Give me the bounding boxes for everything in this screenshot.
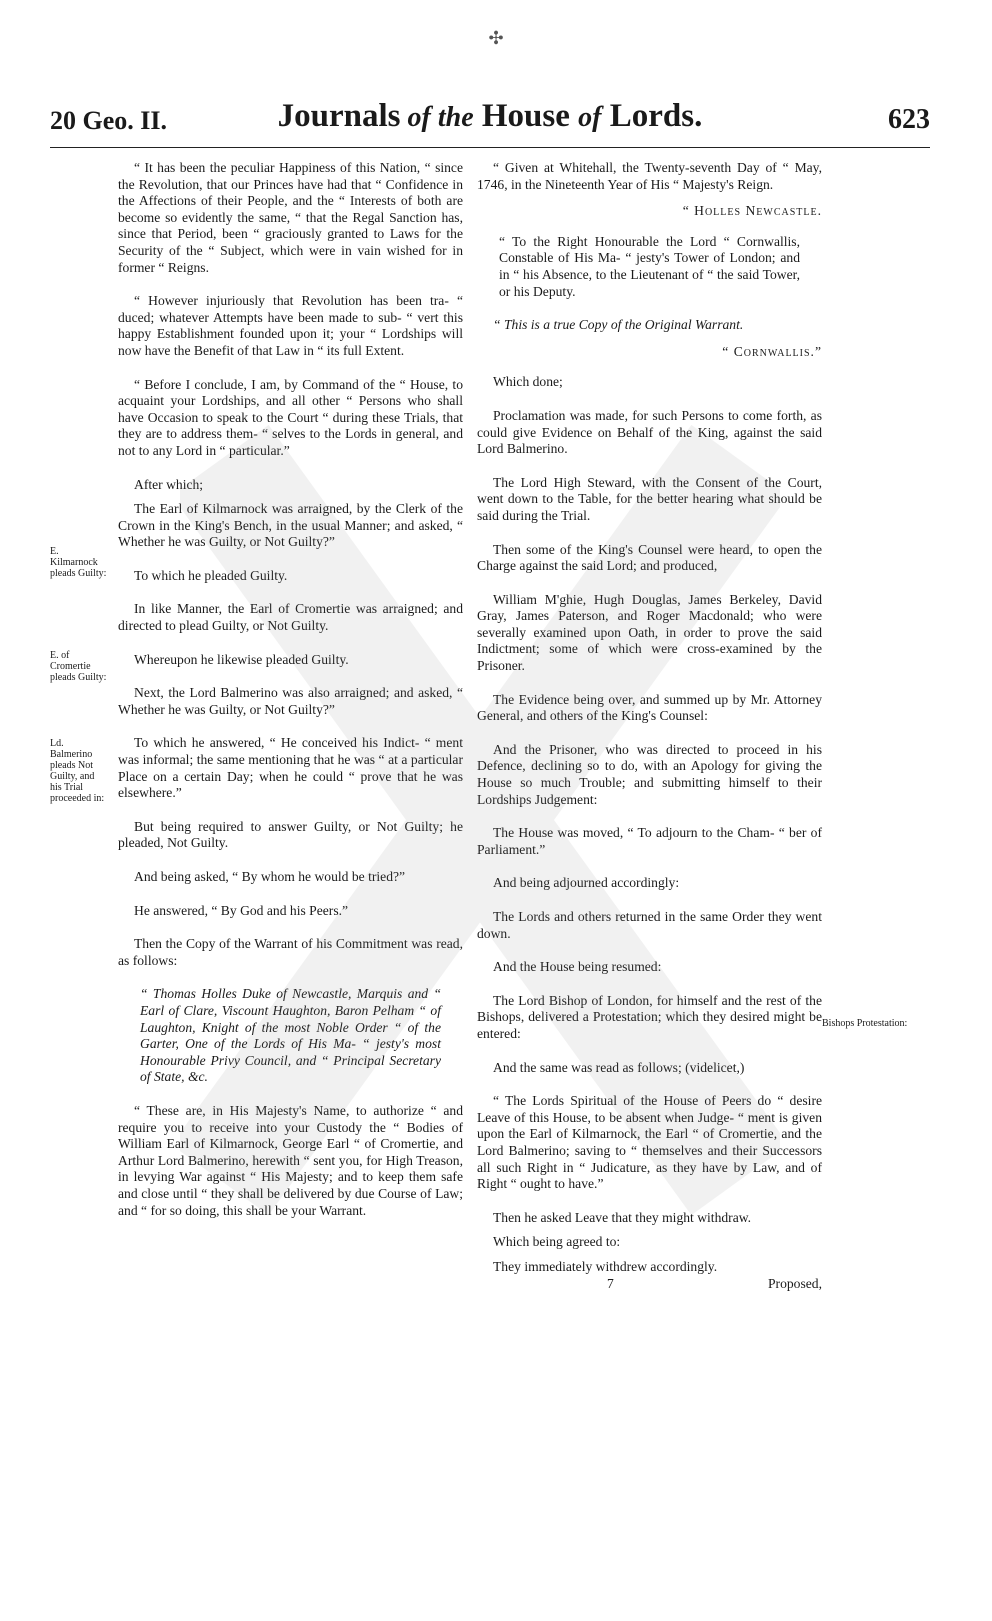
paragraph: William M'ghie, Hugh Douglas, James Berkeley, David Gray, James Paterson, and Roger Macdonald; who were severally examined upon Oath, in order to prove the said Indictment; some of which were cross-examined by the Prisoner.: [477, 591, 822, 674]
margin-note-bishops: Bishops Protestation:: [822, 1018, 908, 1029]
signature-mark: 7: [607, 1275, 614, 1291]
paragraph: In like Manner, the Earl of Cromertie was arraigned; and directed to plead Guilty, or Not Guilty.: [118, 601, 463, 634]
paragraph: “ The Lords Spiritual of the House of Peers do “ desire Leave of this House, to be absent when Judge- “ ment is given upon the Earl of Kilmarnock, the Earl “ of Cromertie, and the Lord Balmerino; saving to “ themselves and their Successors all such Right in “ Judicature, as they have by Law, and of Right “ ought to have.”: [477, 1093, 822, 1192]
paragraph: And the House being resumed:: [493, 959, 662, 975]
signature-cornwallis: “ Cornwallis.”: [722, 343, 822, 359]
margin-note-balmerino: Ld. Balmerino pleads Not Guilty, and his Trial proceeded in:: [50, 738, 105, 804]
paragraph: To which he answered, “ He conceived his Indict- “ ment was informal; the same mentioning that he was “ at a particular Place on a certain Day; when he could “ prove that he was elsewhere.”: [118, 735, 463, 801]
paragraph: Proclamation was made, for such Persons to come forth, as could give Evidence on Behalf of the King, against the said Lord Balmerino.: [477, 407, 822, 457]
paragraph: The House was moved, “ To adjourn to the Cham- “ ber of Parliament.”: [477, 825, 822, 857]
page-footer: [477, 1276, 822, 1293]
paragraph: To which he pleaded Guilty.: [134, 567, 288, 583]
left-column: [118, 160, 463, 1236]
margin-note-kilmarnock: E. Kilmarnock pleads Guilty:: [50, 546, 107, 579]
paragraph: “ Given at Whitehall, the Twenty-seventh Day of “ May, 1746, in the Nineteenth Year of His “ Majesty's Reign.: [477, 160, 822, 192]
paragraph: “ However injuriously that Revolution has been tra- “ duced; whatever Attempts have been made to sub- “ vert this happy Establishment founded upon it; your “ Lordships will now have the Benefit of that Law in “ its full Extent.: [118, 293, 463, 358]
paragraph: After which;: [134, 476, 204, 492]
paragraph: Then he asked Leave that they might withdraw.: [493, 1209, 752, 1225]
paragraph: “ These are, in His Majesty's Name, to authorize “ and require you to receive into your Custody the “ Bodies of William Earl of Kilmarnock, George Earl “ of Cromertie, and Arthur Lord Balmerino, herewith “ sent you, for High Treason, in levying War against “ His Majesty; and to keep them safe and close until “ they shall be delivered by due Course of Law; and “ for so doing, this shall be your Warrant.: [118, 1102, 463, 1218]
title-word-journals: Journals: [277, 98, 401, 134]
right-column: [477, 160, 822, 1292]
warrant-heading: “ Thomas Holles Duke of Newcastle, Marquis and “ Earl of Clare, Viscount Haughton, Baron Pelham “ of Laughton, Knight of the most Noble Order “ of the Garter, One of the Lords of His Ma- “ jesty's most Honourable Privy Council, and “ Principal Secretary of State, &c.: [140, 986, 441, 1085]
margin-note-cromertie: E. of Cromertie pleads Guilty:: [50, 650, 107, 683]
paragraph: Next, the Lord Balmerino was also arraigned; and asked, “ Whether he was Guilty, or Not Guilty?”: [118, 685, 463, 717]
paragraph: Then some of the King's Counsel were heard, to open the Charge against the said Lord; and produced,: [477, 541, 822, 574]
paragraph: “ This is a true Copy of the Original Warrant.: [493, 317, 744, 333]
paragraph: And being asked, “ By whom he would be tried?”: [134, 869, 406, 884]
paragraph: Then the Copy of the Warrant of his Commitment was read, as follows:: [118, 936, 463, 968]
running-header: [50, 90, 930, 140]
paragraph: He answered, “ By God and his Peers.”: [134, 902, 349, 918]
paragraph: The Lord High Steward, with the Consent of the Court, went down to the Table, for the better hearing what should be said during the Trial.: [477, 474, 822, 523]
title-word-the: the: [437, 102, 474, 133]
paragraph: But being required to answer Guilty, or Not Guilty; he pleaded, Not Guilty.: [118, 818, 463, 851]
paragraph: Whereupon he likewise pleaded Guilty.: [134, 651, 349, 667]
paragraph: The Lords and others returned in the same Order they went down.: [477, 909, 822, 941]
title-word-house: House: [473, 98, 579, 134]
paragraph: They immediately withdrew accordingly.: [493, 1258, 718, 1274]
regnal-year: 20 Geo. II.: [50, 106, 167, 135]
paragraph: And being adjourned accordingly:: [493, 875, 680, 891]
paragraph: And the same was read as follows; (videlicet,): [493, 1059, 745, 1075]
journal-title: [50, 98, 930, 135]
catchword: Proposed,: [768, 1275, 822, 1291]
paragraph: “ It has been the peculiar Happiness of this Nation, “ since the Revolution, that our Princes have had that “ Confidence in the Affections of their People, and the “ Interests of both are become so evidently the same, “ that the Regal Sanction has, since that Period, been “ graciously granted to Laws for the Security of the “ Subject, which were in vain wished for in former “ Reigns.: [118, 160, 463, 275]
title-word-lords: Lords.: [601, 98, 703, 134]
paragraph: And the Prisoner, who was directed to proceed in his Defence, declining so to do, with an Apology for giving the House so much Trouble; and submitting himself to their Lordships Judgement:: [477, 741, 822, 807]
page-ornament: ✣: [488, 28, 504, 48]
paragraph: “ Before I conclude, I am, by Command of the “ House, to acquaint your Lordships, and all other “ Persons who shall have Occasion to speak to the Court “ during these Trials, that they are to address them- “ selves to the Lords in general, and not to any Lord in “ particular.”: [118, 376, 463, 458]
paragraph: The Earl of Kilmarnock was arraigned, by the Clerk of the Crown in the King's Bench, in the usual Manner; and asked, “ Whether he was Guilty, or Not Guilty?”: [118, 501, 463, 550]
page-number: 623: [888, 104, 930, 135]
paragraph: The Lord Bishop of London, for himself and the rest of the Bishops, delivered a Protestation; which they desired might be entered:: [477, 992, 822, 1041]
warrant-address: “ To the Right Honourable the Lord “ Cornwallis, Constable of His Ma- “ jesty's Tower of London; and in “ his Absence, to the Lieutenant of “ the said Tower, or his Deputy.: [499, 233, 800, 299]
paragraph: Which done;: [493, 374, 563, 390]
paragraph: The Evidence being over, and summed up by Mr. Attorney General, and others of the King's Counsel:: [477, 691, 822, 724]
header-rule: [50, 147, 930, 148]
title-word-of: of: [400, 102, 438, 133]
title-word-of-2: of: [578, 102, 602, 133]
signature-newcastle: “ Holles Newcastle.: [682, 203, 822, 219]
paragraph: Which being agreed to:: [493, 1234, 621, 1250]
